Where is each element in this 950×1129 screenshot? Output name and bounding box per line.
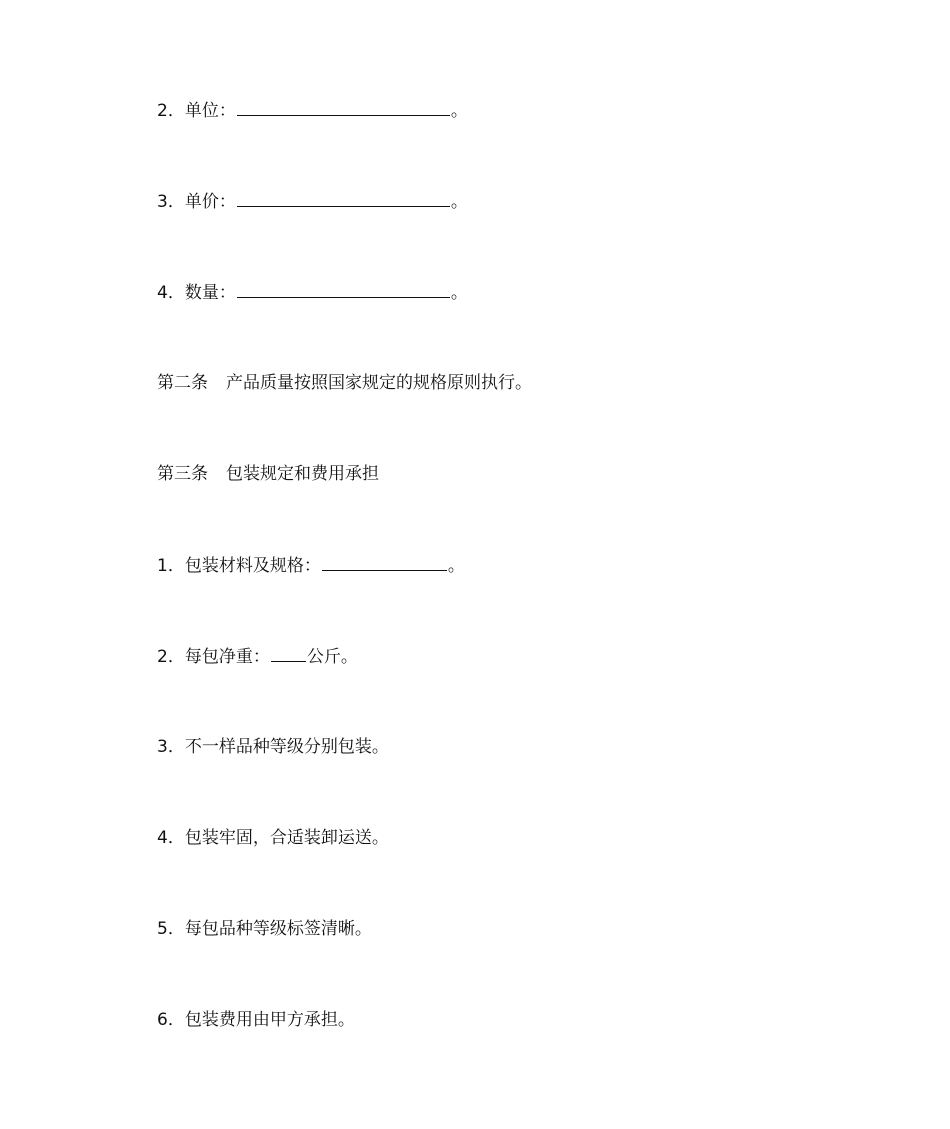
unit-blank-field[interactable]: [237, 98, 450, 116]
quantity-number: 4．: [157, 283, 185, 303]
unit-price-blank-field[interactable]: [237, 189, 450, 207]
packaging-material-line: [157, 553, 465, 577]
packaging-item-4: [157, 826, 389, 850]
article-2-text: 产品质量按照国家规定的规格原则执行。: [226, 373, 532, 393]
unit-suffix: 。: [450, 101, 468, 121]
packaging-material-blank-field[interactable]: [322, 553, 447, 571]
packaging-item-4-text: 包装牢固，合适装卸运送。: [184, 828, 389, 848]
packaging-item-5-text: 每包品种等级标签清晰。: [184, 919, 372, 939]
unit-number: 2．: [157, 101, 185, 121]
unit-price-suffix: 。: [450, 192, 468, 212]
packaging-material-label: 包装材料及规格：: [184, 556, 321, 576]
packaging-item-3: [157, 735, 389, 759]
unit-line: [157, 98, 468, 122]
packaging-material-number: 1．: [157, 556, 185, 576]
quantity-label: 数量：: [184, 283, 236, 303]
unit-price-line: [157, 189, 468, 213]
packaging-item-3-text: 不一样品种等级分别包装。: [184, 737, 389, 757]
packaging-material-suffix: 。: [447, 556, 465, 576]
net-weight-label: 每包净重：: [184, 647, 270, 667]
quantity-suffix: 。: [450, 283, 468, 303]
article-2-title: 第二条: [157, 373, 208, 393]
unit-label: 单位：: [184, 101, 236, 121]
packaging-item-5: [157, 917, 372, 941]
packaging-item-6: [157, 1008, 355, 1032]
unit-price-number: 3．: [157, 192, 185, 212]
packaging-item-3-number: 3．: [157, 737, 185, 757]
article-2: [157, 371, 532, 395]
net-weight-suffix: 公斤。: [306, 647, 358, 667]
net-weight-number: 2．: [157, 647, 185, 667]
packaging-item-6-text: 包装费用由甲方承担。: [184, 1010, 355, 1030]
unit-price-label: 单价：: [184, 192, 236, 212]
article-3-title: 第三条: [157, 464, 208, 484]
net-weight-line: [157, 644, 358, 668]
article-3: [157, 462, 379, 486]
quantity-blank-field[interactable]: [237, 280, 450, 298]
article-3-text: 包装规定和费用承担: [226, 464, 379, 484]
quantity-line: [157, 280, 468, 304]
packaging-item-4-number: 4．: [157, 828, 185, 848]
packaging-item-6-number: 6．: [157, 1010, 185, 1030]
net-weight-blank-field[interactable]: [271, 644, 306, 662]
packaging-item-5-number: 5．: [157, 919, 185, 939]
